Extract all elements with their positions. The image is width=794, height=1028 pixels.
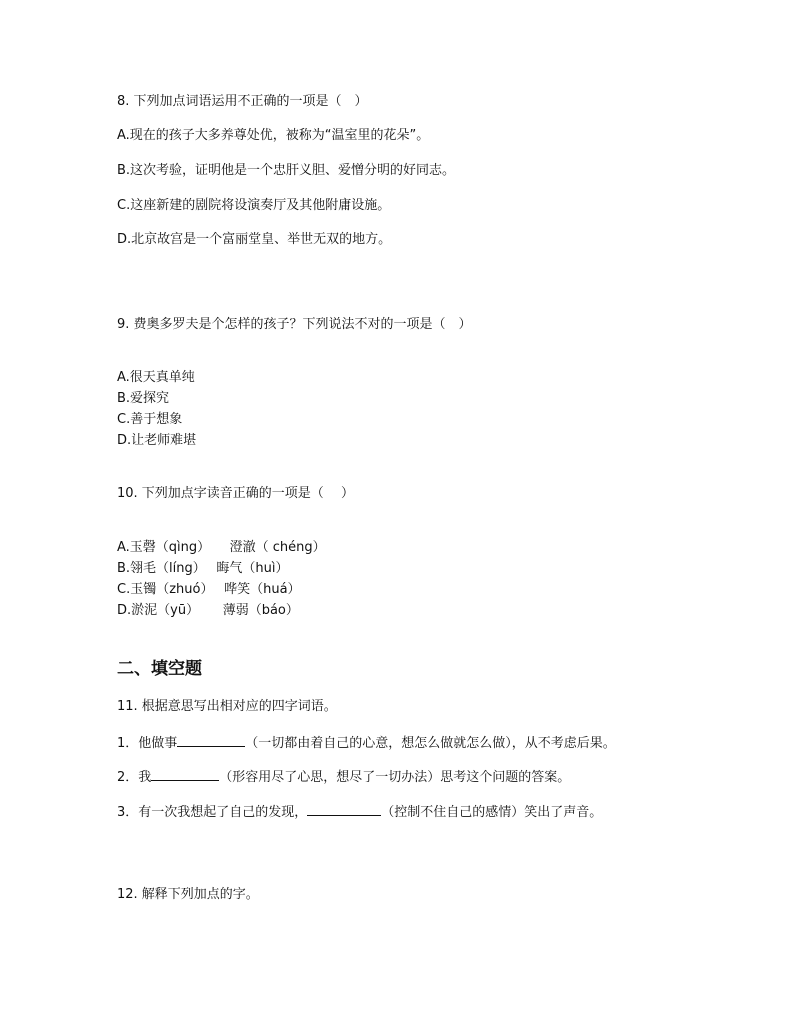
question-9-option-b: B.爱探究 — [117, 391, 170, 406]
question-8-option-a: A.现在的孩子大多养尊处优，被称为“温室里的花朵”。 — [117, 128, 430, 143]
section-heading: 二、填空题 — [117, 659, 202, 679]
item-1-prefix: 1．他做事 — [117, 736, 178, 751]
question-11-item-1 — [117, 733, 616, 752]
question-10-option-a: A.玉磬（qìng） 澄澈（ chéng） — [117, 540, 326, 555]
answer-blank-1[interactable] — [177, 733, 245, 747]
question-11-item-3 — [117, 802, 602, 821]
question-10-option-c: C.玉镯（zhuó） 哗笑（huá） — [117, 582, 301, 597]
question-9-option-c: C.善于想象 — [117, 412, 183, 427]
question-11-stem: 11. 根据意思写出相对应的四字词语。 — [117, 699, 337, 714]
item-3-suffix: （控制不住自己的感情）笑出了声音。 — [381, 805, 603, 820]
question-8-stem: 8. 下列加点词语运用不正确的一项是（ ） — [117, 94, 368, 109]
question-10-option-b: B.翎毛（líng） 晦气（huì） — [117, 561, 289, 576]
question-10-stem: 10. 下列加点字读音正确的一项是（ ） — [117, 486, 354, 501]
question-8-option-b: B.这次考验，证明他是一个忠肝义胆、爱憎分明的好同志。 — [117, 163, 456, 178]
item-3-prefix: 3．有一次我想起了自己的发现， — [117, 805, 308, 820]
question-12-stem: 12. 解释下列加点的字。 — [117, 887, 259, 902]
question-9-option-a: A.很天真单纯 — [117, 370, 195, 385]
question-8-option-d: D.北京故宫是一个富丽堂皇、举世无双的地方。 — [117, 232, 392, 247]
question-9-stem: 9. 费奥多罗夫是个怎样的孩子？下列说法不对的一项是（ ） — [117, 317, 472, 332]
question-11-item-2 — [117, 767, 570, 786]
answer-blank-2[interactable] — [151, 767, 219, 781]
question-9-option-d: D.让老师难堪 — [117, 433, 197, 448]
item-2-suffix: （形容用尽了心思，想尽了一切办法）思考这个问题的答案。 — [219, 770, 571, 785]
answer-blank-3[interactable] — [307, 802, 381, 816]
question-10-option-d: D.淤泥（yū） 薄弱（báo） — [117, 603, 299, 618]
item-2-prefix: 2．我 — [117, 770, 152, 785]
item-1-suffix: （一切都由着自己的心意，想怎么做就怎么做），从不考虑后果。 — [245, 736, 616, 751]
question-8-option-c: C.这座新建的剧院将设演奏厅及其他附庸设施。 — [117, 198, 391, 213]
